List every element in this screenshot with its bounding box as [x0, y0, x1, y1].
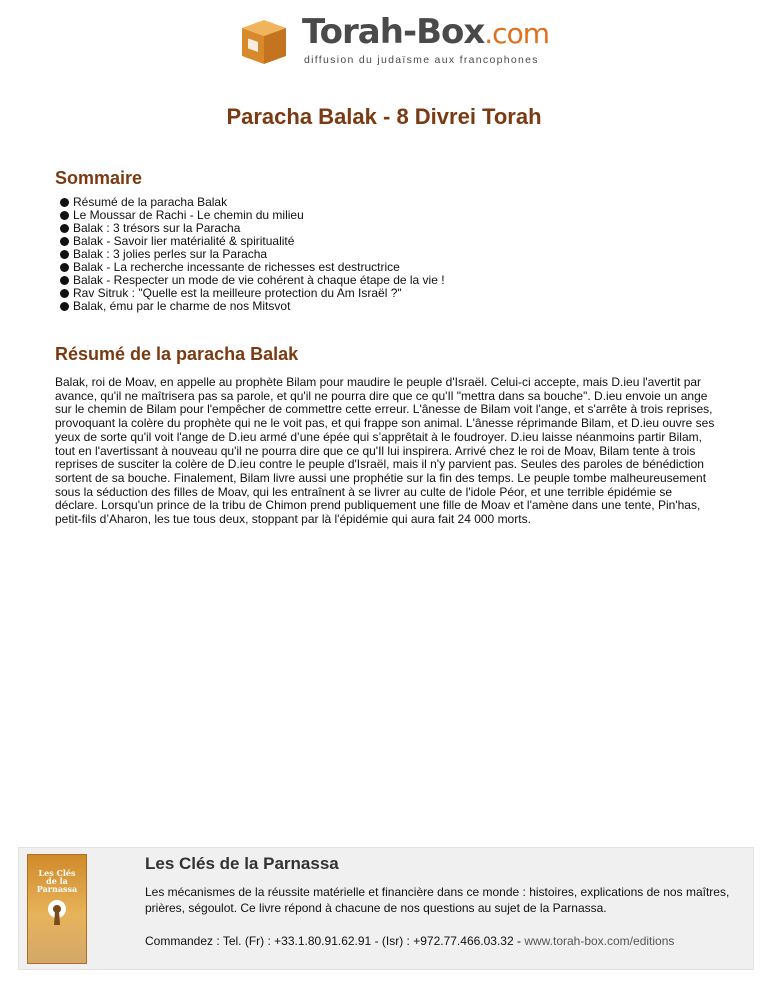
- bullet-icon: [60, 289, 69, 298]
- toc-item-label: Balak - La recherche incessante de richesses est destructrice: [73, 260, 400, 274]
- bullet-icon: [60, 224, 69, 233]
- bullet-icon: [60, 302, 69, 311]
- toc-item-label: Balak : 3 jolies perles sur la Paracha: [73, 247, 268, 261]
- toc-item-label: Balak - Savoir lier matérialité & spiritualité: [73, 234, 295, 248]
- bullet-icon: [60, 211, 69, 220]
- toc-item-label: Résumé de la paracha Balak: [73, 195, 228, 209]
- toc-item-label: Rav Sitruk : "Quelle est la meilleure protection du Am Israël ?": [73, 286, 402, 300]
- logo-domain: .com: [484, 17, 549, 50]
- box-icon: [236, 16, 292, 66]
- bullet-icon: [60, 250, 69, 259]
- resume-heading: Résumé de la paracha Balak: [55, 344, 299, 364]
- table-of-contents: [60, 196, 445, 313]
- sommaire-heading: Sommaire: [55, 168, 143, 188]
- logo-tagline: diffusion du judaïsme aux francophones: [304, 54, 539, 66]
- logo-name: Torah-Box: [302, 12, 485, 52]
- ad-title: Les Clés de la Parnassa: [145, 854, 339, 873]
- book-cover-title: [32, 869, 82, 893]
- bullet-icon: [60, 198, 69, 207]
- book-cover-title-line2: de la Parnassa: [36, 876, 78, 894]
- bullet-icon: [60, 263, 69, 272]
- toc-item-label: Le Moussar de Rachi - Le chemin du milieu: [73, 208, 304, 222]
- logo-wordmark: [302, 12, 549, 54]
- ad-contact: [145, 934, 674, 948]
- toc-item-label: Balak, ému par le charme de nos Mitsvot: [73, 299, 291, 313]
- bullet-icon: [60, 237, 69, 246]
- ad-description: Les mécanismes de la réussite matérielle et financière dans ce monde : histoires, explications de nos maîtres, prières, ségoulot. Ce livre répond à chacune de nos questions au sujet de la Parnassa.: [145, 885, 730, 915]
- torah-box-logo[interactable]: [236, 12, 549, 70]
- toc-item-label: Balak - Respecter un mode de vie cohérent à chaque étape de la vie !: [73, 273, 445, 287]
- editions-link[interactable]: www.torah-box.com/editions: [524, 934, 675, 948]
- bullet-icon: [60, 276, 69, 285]
- resume-text: Balak, roi de Moav, en appelle au prophète Bilam pour maudire le peuple d'Israël. Celui-ci accepte, mais D.ieu l'avertit par avance, qu'il ne maîtrisera pas sa parole, et qu'il ne pourra dire que ce qu'Il "mettra dans sa bouche". D.ieu envoie un ange sur le chemin de Bilam pour l'empêcher de commettre cette erreur. L'ânesse de Bilam voit l'ange, et s'arrête à trois reprises, provoquant la colère du prophète qui ne le voit pas, et qui frappe son animal. L'ânesse réprimande Bilam, et D.ieu ouvre ses yeux de sorte qu'il voit l'ange de D.ieu armé d’une épée qui s’apprêtait à le foudroyer. D.ieu laisse néanmoins partir Bilam, tout en l'avertissant à nouveau qu'il ne pourra dire que ce qu'Il lui inspirera. Arrivé chez le roi de Moav, Bilam tente à trois reprises de susciter la colère de D.ieu contre le peuple d'Israël, mais il n'y parvient pas. Seules des paroles de bénédiction sortent de sa bouche. Finalement, Bilam livre aussi une prophétie sur la fin des temps. Le peuple tombe malheureusement sous la séduction des filles de Moav, qui les entraînent à se livrer au culte de l'idole Péor, et une terrible épidémie se déclare. Lorsqu'un prince de la tribu de Chimon prend publiquement une fille de Moav et l'amène dans une tente, Pin'has, petit-fils d’Aharon, les tue tous deux, stoppant par là l'épidémie qui aura fait 24 000 morts.: [55, 375, 715, 527]
- book-cover-image[interactable]: [27, 854, 87, 964]
- toc-item[interactable]: [60, 300, 445, 313]
- book-cover-title-line1: Les Clés: [38, 868, 76, 878]
- book-advertisement[interactable]: [18, 847, 754, 970]
- document-title: Paracha Balak - 8 Divrei Torah: [226, 104, 542, 129]
- toc-item-label: Balak : 3 trésors sur la Paracha: [73, 221, 241, 235]
- ad-contact-phones: Commandez : Tel. (Fr) : +33.1.80.91.62.91 - (Isr) : +972.77.466.03.32 -: [145, 934, 525, 948]
- keyhole-icon: [47, 899, 67, 929]
